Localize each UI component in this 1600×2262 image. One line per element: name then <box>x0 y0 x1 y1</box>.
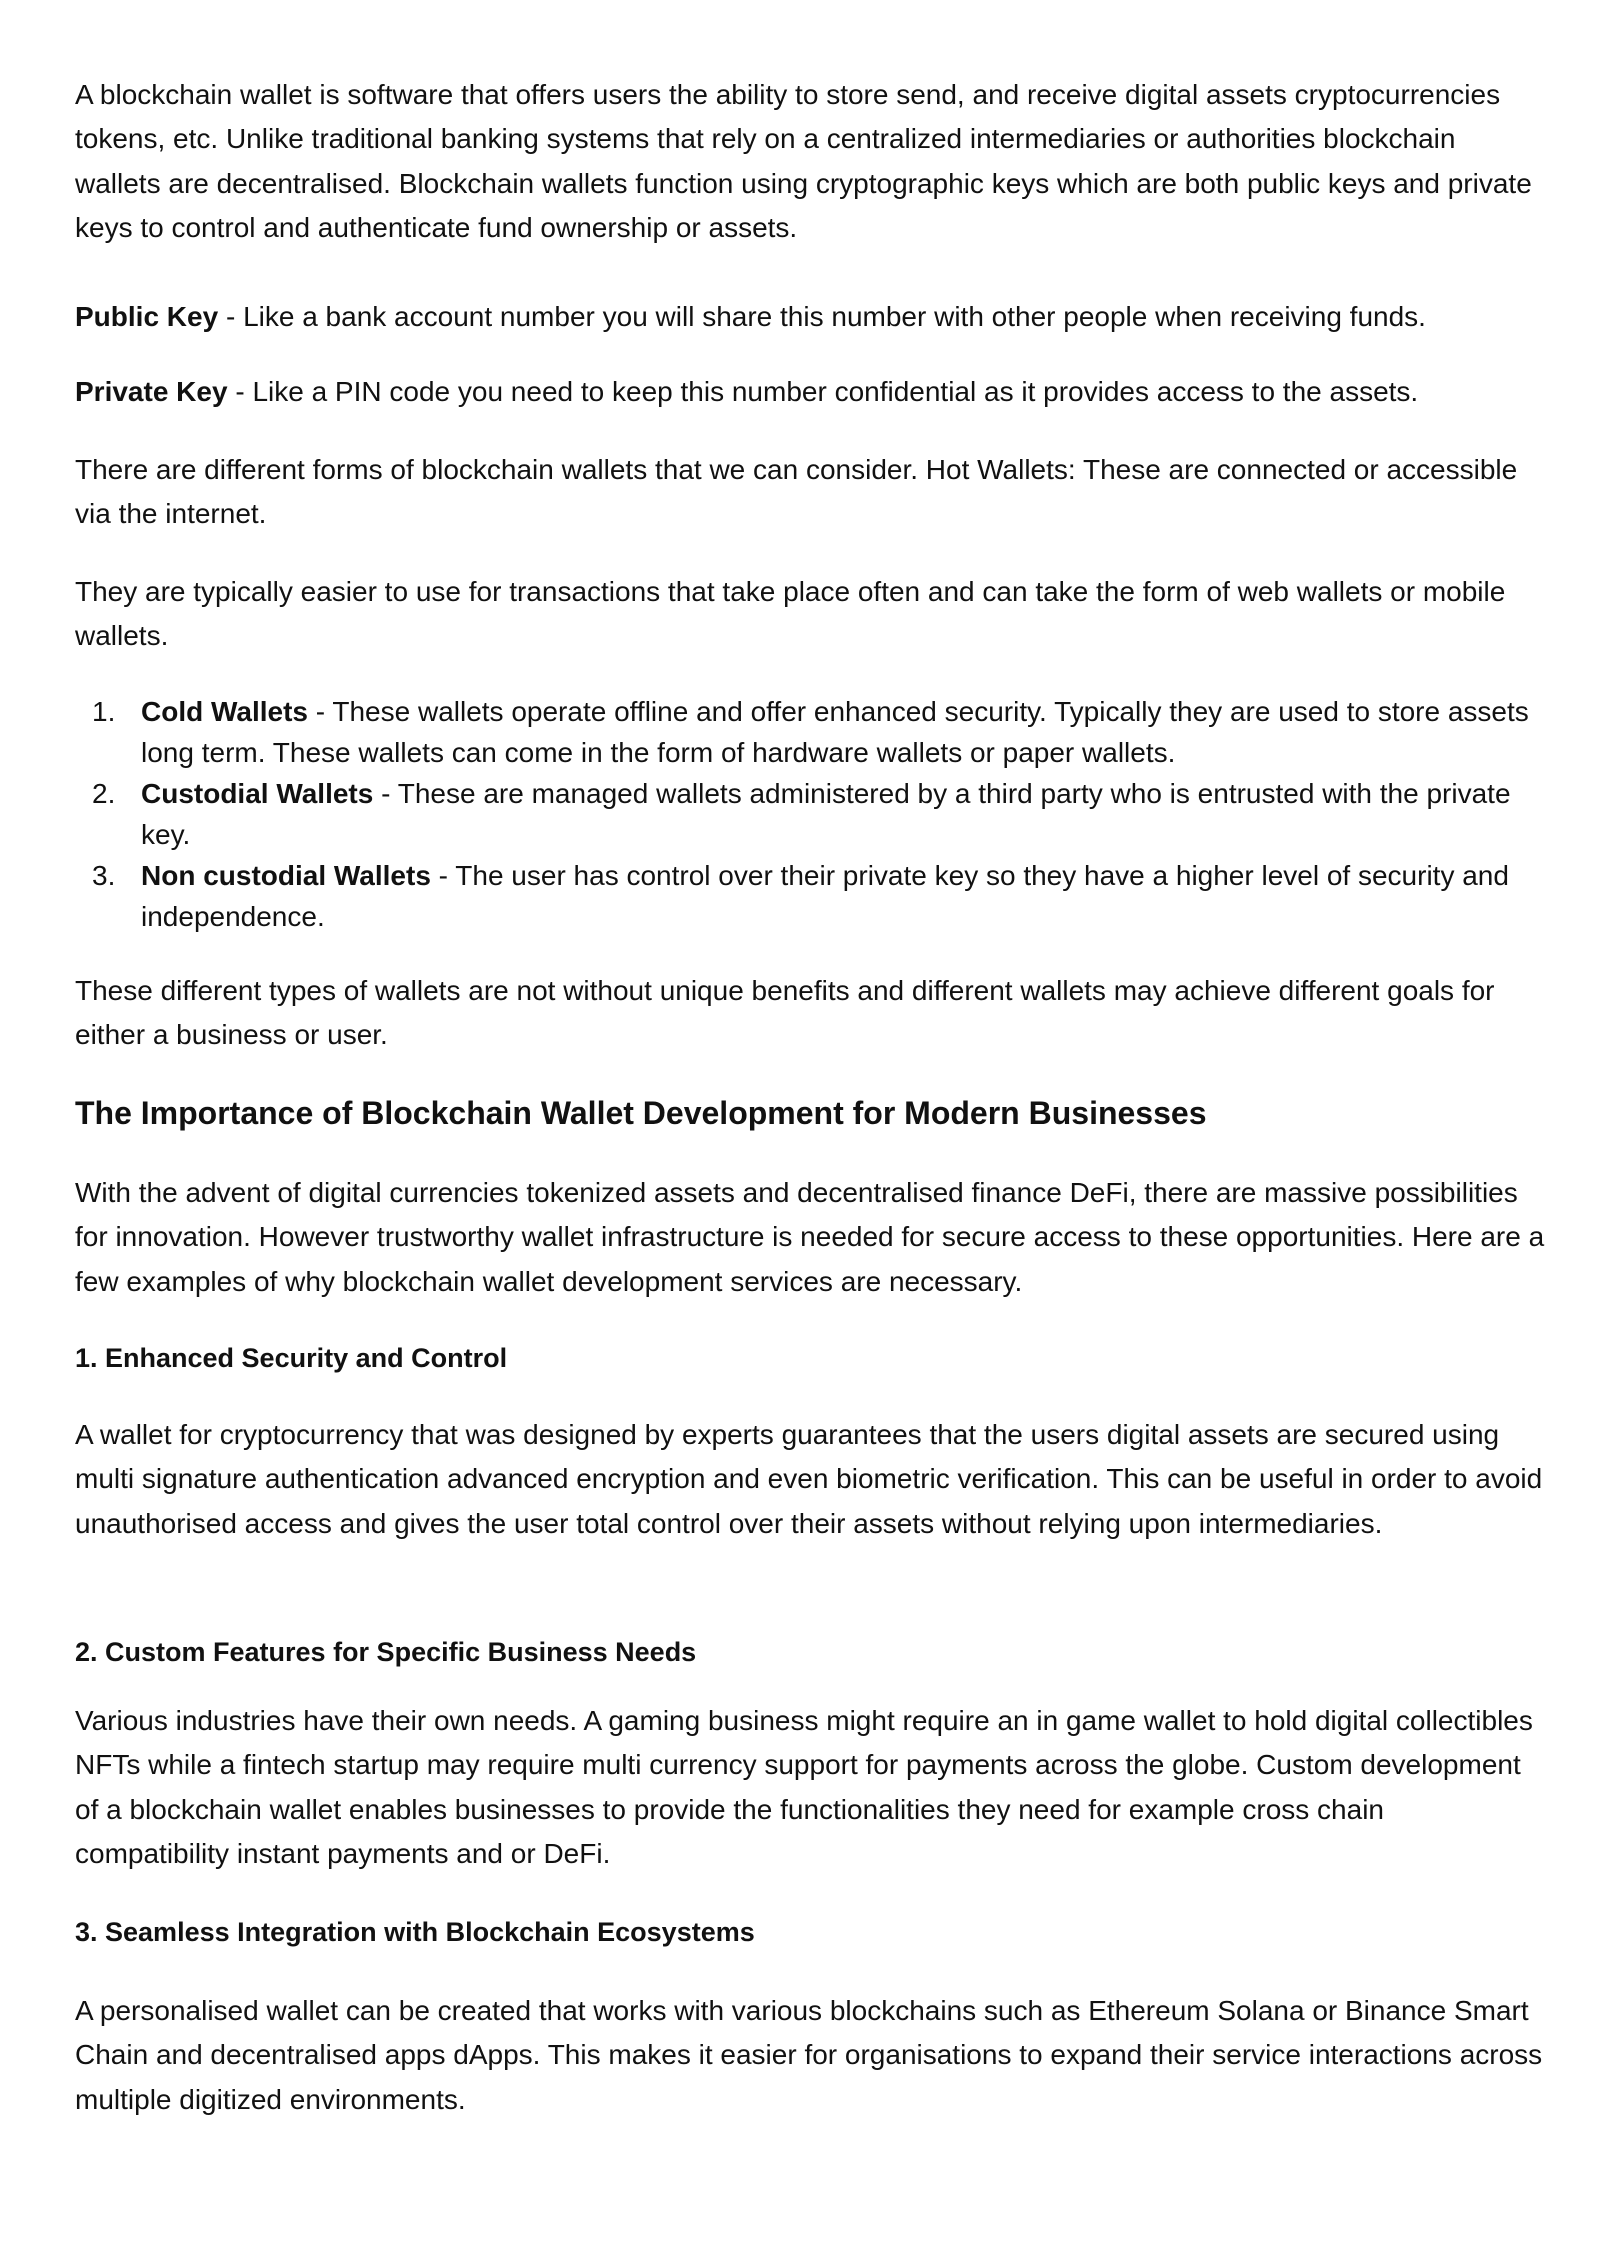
summary-paragraph: These different types of wallets are not without unique benefits and different wallets may achieve different goals for either a business or user. <box>75 975 1495 1051</box>
list-number: 2. <box>92 778 116 809</box>
importance-intro-paragraph: With the advent of digital currencies tokenized assets and decentralised finance DeFi, there are massive possibilities for innovation. However trustworthy wallet infrastructure is needed for secure access to these opportunities. Here are a few examples of why blockchain wallet development services are necessary. <box>75 1177 1545 1297</box>
list-item-custodial-wallets <box>75 773 1545 855</box>
security-paragraph: A wallet for cryptocurrency that was designed by experts guarantees that the users digital assets are secured using multi signature authentication advanced encryption and even biometric verification. This can be useful in order to avoid unauthorised access and gives the user total control over their assets without relying upon intermediaries. <box>75 1419 1543 1539</box>
list-item-text: These are managed wallets administered by a third party who is entrusted with the private key. <box>141 778 1511 850</box>
list-item-text: The user has control over their private key so they have a higher level of security and independence. <box>141 860 1509 932</box>
list-item-cold-wallets <box>75 691 1545 773</box>
list-item-term: Custodial Wallets <box>141 778 374 809</box>
public-key-term: Public Key <box>75 301 219 332</box>
hot-wallets-paragraph: There are different forms of blockchain wallets that we can consider. Hot Wallets: These are connected or accessible via the internet. <box>75 454 1518 530</box>
wallet-types-list <box>75 691 1545 937</box>
integration-paragraph: A personalised wallet can be created that works with various blockchains such as Ethereum Solana or Binance Smart Chain and decentralised apps dApps. This makes it easier for organisations to expand their service interactions across multiple digitized environments. <box>75 1995 1543 2115</box>
list-number: 1. <box>92 696 116 727</box>
intro-paragraph: A blockchain wallet is software that offers users the ability to store send, and receive digital assets cryptocurrencies tokens, etc. Unlike traditional banking systems that rely on a centralized intermediaries or authorities blockchain wallets are decentralised. Blockchain wallets function using cryptographic keys which are both public keys and private keys to control and authenticate fund ownership or assets. <box>75 79 1532 243</box>
list-item-text: These wallets operate offline and offer enhanced security. Typically they are used to store assets long term. These wallets can come in the form of hardware wallets or paper wallets. <box>141 696 1529 768</box>
public-key-text: Like a bank account number you will share this number with other people when receiving funds. <box>243 301 1426 332</box>
custom-features-paragraph: Various industries have their own needs. A gaming business might require an in game wallet to hold digital collectibles NFTs while a fintech startup may require multi currency support for payments across the globe. Custom development of a blockchain wallet enables businesses to provide the functionalities they need for example cross chain compatibility instant payments and or DeFi. <box>75 1705 1533 1869</box>
list-item-non-custodial-wallets <box>75 855 1545 937</box>
section-heading: The Importance of Blockchain Wallet Development for Modern Businesses <box>75 1095 1207 1131</box>
public-key-separator: - <box>218 301 244 332</box>
private-key-text: Like a PIN code you need to keep this number confidential as it provides access to the assets. <box>252 376 1419 407</box>
private-key-term: Private Key <box>75 376 228 407</box>
subheading-security: 1. Enhanced Security and Control <box>75 1343 508 1373</box>
list-number: 3. <box>92 860 116 891</box>
list-item-separator: - <box>307 696 333 727</box>
private-key-separator: - <box>227 376 253 407</box>
subheading-integration: 3. Seamless Integration with Blockchain Ecosystems <box>75 1917 755 1947</box>
public-key-definition <box>75 295 1545 339</box>
subheading-custom-features: 2. Custom Features for Specific Business Needs <box>75 1637 697 1667</box>
list-item-separator: - <box>430 860 456 891</box>
private-key-definition <box>75 370 1545 414</box>
list-item-term: Non custodial Wallets <box>141 860 431 891</box>
list-item-separator: - <box>373 778 398 809</box>
list-item-term: Cold Wallets <box>141 696 308 727</box>
hot-wallets-usage-paragraph: They are typically easier to use for transactions that take place often and can take the form of web wallets or mobile wallets. <box>75 576 1506 652</box>
